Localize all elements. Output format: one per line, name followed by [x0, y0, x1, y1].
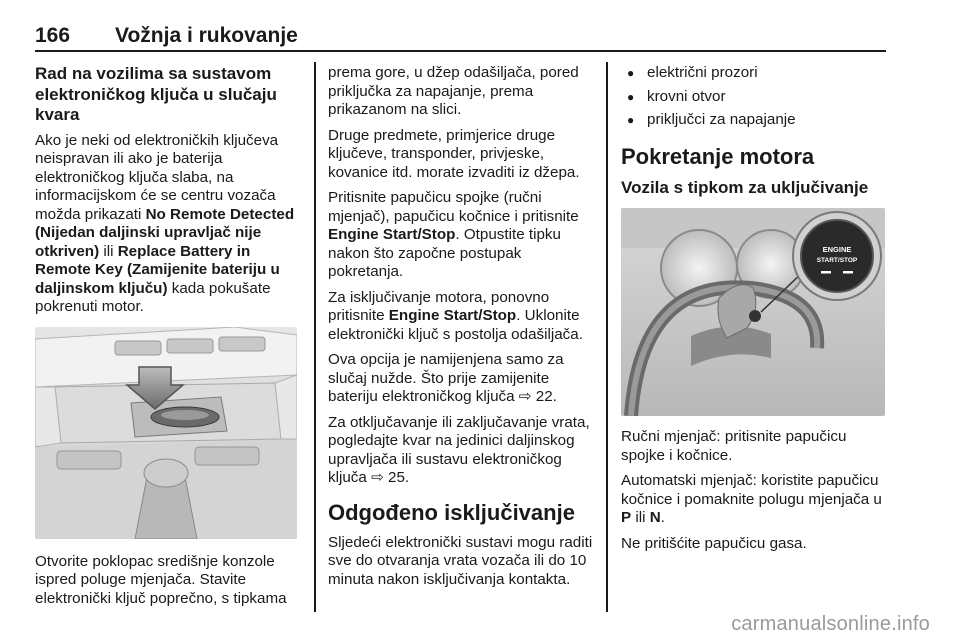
paragraph-no-gas: Ne pritišćite papučicu gasa. — [621, 534, 807, 552]
column-divider-1 — [314, 62, 316, 612]
paragraph-start: Pritisnite papučicu spojke (ručni mjenjač), papučicu kočnice i pritisnite Engine Start/Stop. Otpustite tipku nakon što započne postupak pokretanja. — [328, 189, 579, 280]
page-title: Vožnja i rukovanje — [115, 24, 298, 47]
list-item: ● krovni otvor — [621, 88, 889, 107]
paragraph-other-objects: Druge predmete, primjerice druge ključeve, transponder, privjeske, kovanice itd. morate izvaditi iz džepa. — [328, 126, 580, 181]
paragraph-stop: Za isključivanje motora, ponovno pritisnite Engine Start/Stop. Uklonite elektronički ključ s postolja odašiljača. — [328, 288, 583, 343]
console-pocket-illustration — [35, 327, 297, 539]
figure-caption-console: Otvorite poklopac središnje konzole ispred poluge mjenjača. Stavite elektronički ključ poprečno, s tipkama — [35, 552, 287, 607]
page-reference-link[interactable]: ⇨ 25. — [371, 469, 410, 486]
paragraph-unlock: Za otključavanje ili zaključavanje vrata, pogledajte kvar na jedinici daljinskog upravljača ili sustavu elektroničkog ključa ⇨ 25. — [328, 413, 590, 486]
paragraph-emergency-only: Ova opcija je namijenjena samo za slučaj nužde. Što prije zamijenite bateriju elektroničkog ključa ⇨ 22. — [328, 351, 564, 405]
start-stop-label: START/STOP — [816, 257, 858, 264]
start-stop-button-illustration — [621, 208, 885, 416]
paragraph-pocket: prema gore, u džep odašiljača, pored priključka za napajanje, prema prikazanom na slici. — [328, 64, 579, 118]
column-1 — [35, 64, 301, 615]
list-item: ● električni prozori — [621, 64, 889, 83]
paragraph-automatic: Automatski mjenjač: koristite papučicu kočnice i pomaknite polugu mjenjača u P ili N. — [621, 472, 882, 526]
header-rule — [35, 50, 886, 52]
paragraph-delayed-off: Sljedeći elektronički sustavi mogu raditi sve do otvaranja vrata vozača ili do 10 minuta nakon isključivanja kontakta. — [328, 533, 593, 588]
subsection-heading-button: Vozila s tipkom za uključivanje — [621, 177, 869, 197]
column-2 — [328, 64, 596, 596]
page-number: 166 — [35, 24, 71, 47]
page-reference-link[interactable]: ⇨ 22. — [518, 388, 557, 405]
paragraph-manual: Ručni mjenjač: pritisnite papučicu spojke i kočnice. — [621, 428, 847, 464]
column-3 — [621, 64, 889, 560]
bullet-list — [621, 64, 889, 130]
watermark: carmanualsonline.info — [731, 613, 930, 635]
list-item: ● priključci za napajanje — [621, 111, 889, 130]
section-heading-starting: Pokretanje motora — [621, 143, 815, 169]
section-heading-delayed-off: Odgođeno isključivanje — [328, 499, 575, 525]
engine-label: ENGINE — [822, 245, 852, 254]
column-divider-2 — [606, 62, 608, 612]
paragraph-emergency: Ako je neki od elektroničkih ključeva neispravan ili ako je baterija elektroničkog ključa slaba, na informacijskom će se centru vozača možda prikazati No Remote Detected (Nijedan daljinski upravljač nije otkriven) ili Replace Battery in Remote Key (Zamijenite bateriju u daljinskom ključu) kada pokušate pokrenuti motor. — [35, 131, 295, 315]
section-heading-emergency: Rad na vozilima sa sustavom elektroničkog ključa u slučaju kvara — [35, 64, 277, 124]
